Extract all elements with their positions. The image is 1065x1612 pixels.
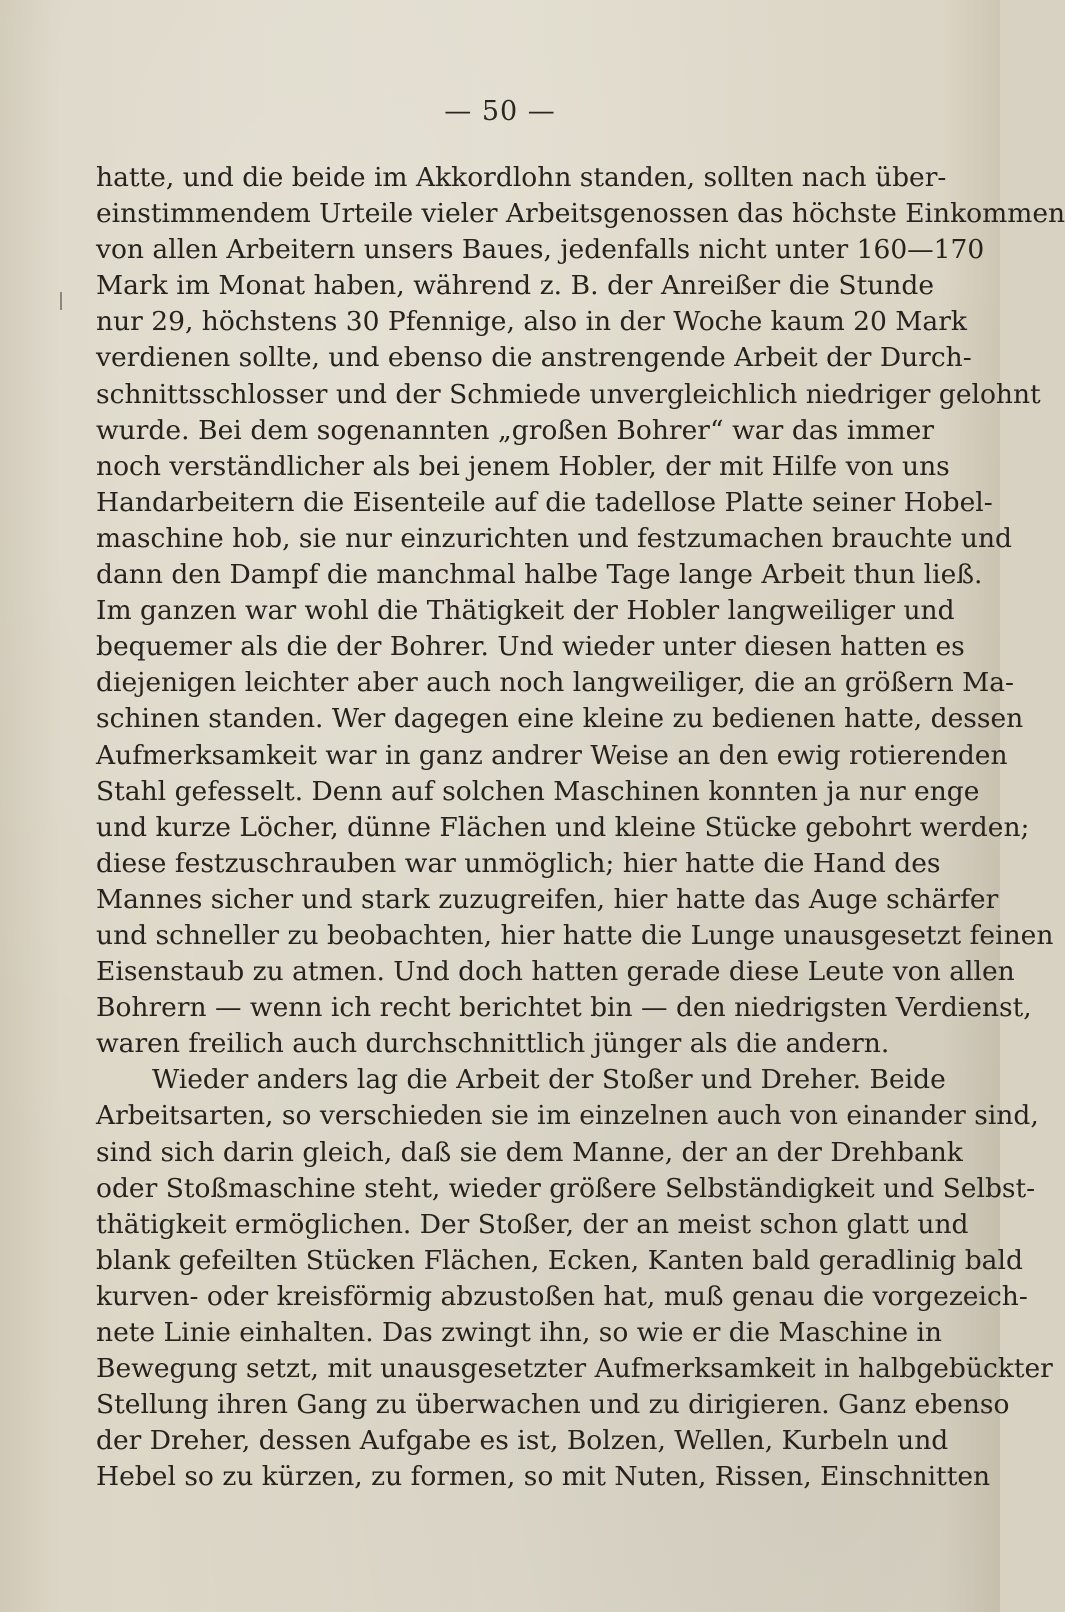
text-line: schinen standen. Wer dagegen eine kleine zu bedienen hatte, dessen: [96, 703, 1024, 735]
text-line: kurven- oder kreisförmig abzustoßen hat, muß genau die vorgezeich-: [96, 1280, 1028, 1312]
text-line: Mark im Monat haben, während z. B. der Anreißer die Stunde: [96, 270, 934, 302]
text-line: blank gefeilten Stücken Flächen, Ecken, Kanten bald geradlinig bald: [96, 1244, 1023, 1276]
text-line: diejenigen leichter aber auch noch langweiliger, die an größern Ma-: [96, 667, 1014, 699]
text-line: nur 29, höchstens 30 Pfennige, also in der Woche kaum 20 Mark: [96, 306, 967, 338]
text-line: sind sich darin gleich, daß sie dem Manne, der an der Drehbank: [96, 1136, 963, 1168]
margin-mark: [60, 292, 62, 310]
text-line: thätigkeit ermöglichen. Der Stoßer, der an meist schon glatt und: [96, 1208, 969, 1240]
text-line: bequemer als die der Bohrer. Und wieder unter diesen hatten es: [96, 631, 965, 663]
text-line: diese festzuschrauben war unmöglich; hier hatte die Hand des: [96, 847, 941, 879]
text-line: Stahl gefesselt. Denn auf solchen Maschinen konnten ja nur enge: [96, 775, 980, 807]
text-line: nete Linie einhalten. Das zwingt ihn, so wie er die Maschine in: [96, 1317, 942, 1348]
text-line: der Dreher, dessen Aufgabe es ist, Bolzen, Wellen, Kurbeln und: [96, 1425, 949, 1457]
text-line: wurde. Bei dem sogenannten „großen Bohrer“ war das immer: [96, 414, 934, 446]
text-line: dann den Dampf die manchmal halbe Tage lange Arbeit thun ließ.: [96, 559, 983, 591]
text-line: Arbeitsarten, so verschieden sie im einzelnen auch von einander sind,: [96, 1100, 1039, 1132]
page-number: — 50 —: [444, 96, 556, 127]
text-line: noch verständlicher als bei jenem Hobler, der mit Hilfe von uns: [96, 450, 950, 482]
text-line: Hebel so zu kürzen, zu formen, so mit Nuten, Rissen, Einschnitten: [96, 1461, 991, 1493]
text-line: schnittsschlosser und der Schmiede unvergleichlich niedriger gelohnt: [96, 378, 1041, 410]
text-line: Bohrern — wenn ich recht berichtet bin — den niedrigsten Verdienst,: [96, 992, 1032, 1024]
text-line: hatte, und die beide im Akkordlohn standen, sollten nach über-: [96, 162, 947, 193]
text-line: und schneller zu beobachten, hier hatte die Lunge unausgesetzt feinen: [96, 919, 1054, 951]
text-line: Bewegung setzt, mit unausgesetzter Aufmerksamkeit in halbgebückter: [96, 1353, 1053, 1385]
text-line: Eisenstaub zu atmen. Und doch hatten gerade diese Leute von allen: [96, 956, 1015, 988]
text-line: maschine hob, sie nur einzurichten und festzumachen brauchte und: [96, 522, 1013, 554]
paragraph-end-line: waren freilich auch durchschnittlich jünger als die andern.: [96, 1028, 890, 1060]
text-line: verdienen sollte, und ebenso die anstrengende Arbeit der Durch-: [96, 342, 972, 374]
text-line: oder Stoßmaschine steht, wieder größere Selbständigkeit und Selbst-: [96, 1172, 1036, 1204]
text-line: Aufmerksamkeit war in ganz andrer Weise an den ewig rotierenden: [96, 739, 1008, 771]
text-line: von allen Arbeitern unsers Baues, jedenfalls nicht unter 160—170: [96, 234, 985, 266]
body-text: [96, 160, 1065, 1495]
text-line: Mannes sicher und stark zuzugreifen, hier hatte das Auge schärfer: [96, 883, 999, 915]
paragraph-start-line: Wieder anders lag die Arbeit der Stoßer und Dreher. Beide: [152, 1064, 946, 1096]
text-line: einstimmendem Urteile vieler Arbeitsgenossen das höchste Einkommen: [96, 198, 1065, 230]
text-line: Im ganzen war wohl die Thätigkeit der Hobler langweiliger und: [96, 595, 955, 627]
text-line: Handarbeitern die Eisenteile auf die tadellose Platte seiner Hobel-: [96, 486, 993, 518]
text-line: Stellung ihren Gang zu überwachen und zu dirigieren. Ganz ebenso: [96, 1389, 1010, 1421]
text-line: und kurze Löcher, dünne Flächen und kleine Stücke gebohrt werden;: [96, 811, 1030, 843]
